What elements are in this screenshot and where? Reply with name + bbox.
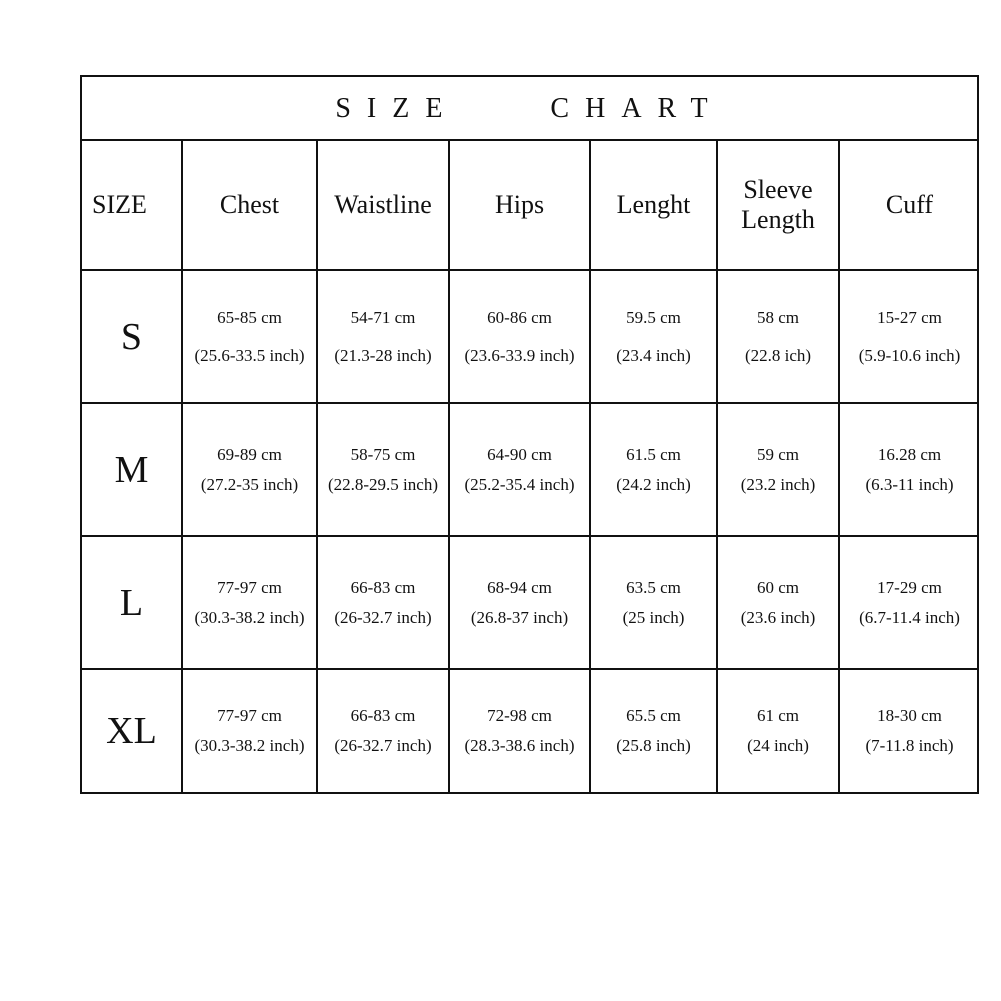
inch-value: (23.2 inch) (740, 474, 816, 494)
cm-value: 65-85 cm (217, 307, 282, 327)
cell-length (590, 270, 717, 403)
inch-value: (26-32.7 inch) (334, 736, 432, 755)
cell-hips (449, 669, 590, 792)
cm-value: 61.5 cm (626, 444, 681, 464)
cm-value: 15-27 cm (877, 307, 942, 327)
inch-value: (27.2-35 inch) (200, 474, 299, 494)
inch-value: (6.7-11.4 inch) (859, 607, 960, 627)
size-label: M (82, 403, 182, 536)
inch-value: (24.2 inch) (616, 474, 691, 494)
cell-hips (449, 403, 590, 536)
cm-value: 63.5 cm (626, 577, 681, 597)
inch-value: (23.4 inch) (616, 345, 691, 365)
cell-waistline (317, 403, 449, 536)
header-chest: Chest (182, 141, 317, 270)
cell-hips (449, 270, 590, 403)
cell-sleeve-length (717, 403, 839, 536)
table-row (82, 270, 979, 403)
cm-value: 69-89 cm (217, 444, 282, 464)
cell-chest (182, 403, 317, 536)
inch-value: (25.2-35.4 inch) (464, 474, 575, 494)
size-label: L (82, 536, 182, 669)
size-label: XL (82, 669, 182, 792)
inch-value: (28.3-38.6 inch) (464, 736, 575, 755)
table-row (82, 669, 979, 792)
cm-value: 17-29 cm (877, 577, 942, 597)
inch-value: (21.3-28 inch) (334, 345, 432, 365)
cell-waistline (317, 536, 449, 669)
inch-value: (25.8 inch) (616, 736, 691, 755)
header-waistline: Waistline (317, 141, 449, 270)
cell-sleeve-length (717, 270, 839, 403)
cm-value: 65.5 cm (626, 706, 681, 725)
inch-value: (22.8 ich) (744, 345, 812, 365)
cell-cuff (839, 403, 979, 536)
cell-sleeve-length (717, 669, 839, 792)
cm-value: 72-98 cm (487, 706, 552, 725)
cm-value: 58-75 cm (350, 444, 416, 464)
cell-sleeve-length (717, 536, 839, 669)
inch-value: (6.3-11 inch) (865, 474, 954, 494)
inch-value: (25 inch) (622, 607, 685, 627)
inch-value: (25.6-33.5 inch) (194, 345, 305, 365)
inch-value: (23.6-33.9 inch) (464, 345, 575, 365)
header-sleeve-length: Sleeve Length (717, 141, 839, 270)
inch-value: (22.8-29.5 inch) (327, 474, 438, 494)
inch-value: (24 inch) (747, 736, 809, 755)
size-table (82, 141, 979, 792)
inch-value: (5.9-10.6 inch) (858, 345, 961, 365)
cm-value: 61 cm (756, 706, 800, 725)
inch-value: (23.6 inch) (740, 607, 816, 627)
cm-value: 59 cm (756, 444, 800, 464)
header-hips: Hips (449, 141, 590, 270)
cell-length (590, 403, 717, 536)
inch-value: (7-11.8 inch) (865, 736, 954, 755)
cell-cuff (839, 270, 979, 403)
cm-value: 66-83 cm (350, 577, 416, 597)
inch-value: (30.3-38.2 inch) (194, 736, 305, 755)
header-size: SIZE (82, 141, 182, 270)
cell-chest (182, 270, 317, 403)
header-row (82, 141, 979, 270)
header-length: Lenght (590, 141, 717, 270)
table-row (82, 536, 979, 669)
cm-value: 66-83 cm (350, 706, 416, 725)
size-chart (80, 75, 979, 794)
cm-value: 60 cm (756, 577, 800, 597)
cell-length (590, 536, 717, 669)
cell-waistline (317, 669, 449, 792)
cm-value: 64-90 cm (487, 444, 552, 464)
header-cuff: Cuff (839, 141, 979, 270)
cm-value: 77-97 cm (217, 706, 282, 725)
cm-value: 60-86 cm (487, 307, 552, 327)
cell-hips (449, 536, 590, 669)
chart-title: SIZE CHART (82, 77, 977, 141)
cell-cuff (839, 669, 979, 792)
cm-value: 59.5 cm (626, 307, 681, 327)
cm-value: 54-71 cm (350, 307, 416, 327)
inch-value: (26.8-37 inch) (470, 607, 569, 627)
cell-cuff (839, 536, 979, 669)
cm-value: 77-97 cm (217, 577, 282, 597)
cell-length (590, 669, 717, 792)
cell-waistline (317, 270, 449, 403)
table-row (82, 403, 979, 536)
cm-value: 18-30 cm (877, 706, 942, 725)
cell-chest (182, 669, 317, 792)
size-label: S (82, 270, 182, 403)
cm-value: 16.28 cm (877, 444, 942, 464)
inch-value: (30.3-38.2 inch) (194, 607, 305, 627)
cm-value: 58 cm (756, 307, 800, 327)
cell-chest (182, 536, 317, 669)
inch-value: (26-32.7 inch) (334, 607, 432, 627)
cm-value: 68-94 cm (487, 577, 552, 597)
